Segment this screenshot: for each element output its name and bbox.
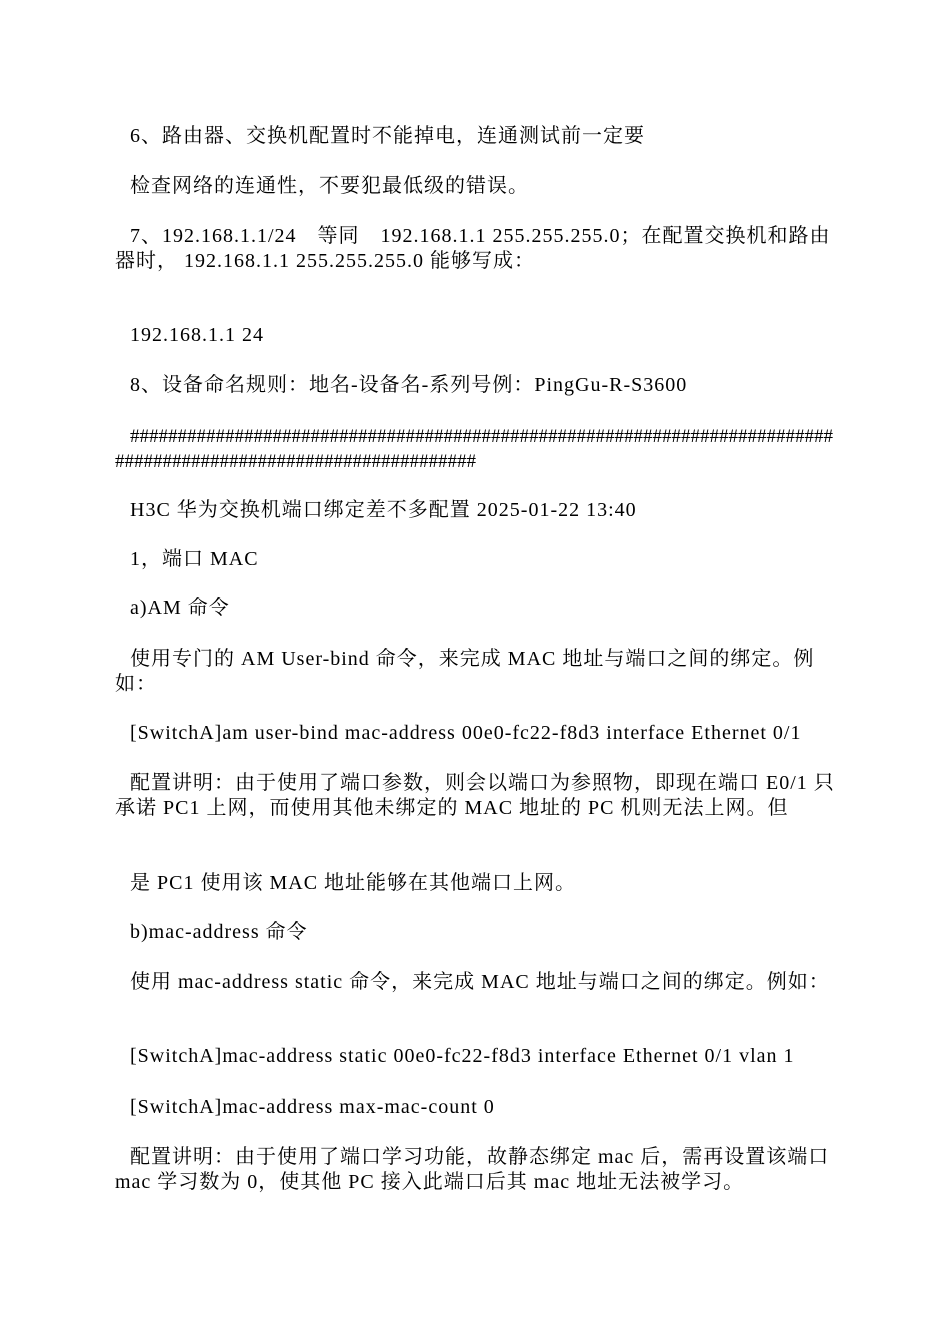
paragraph-mac-static-description: 使用 mac-address static 命令，来完成 MAC 地址与端口之间的绑定。例如： (130, 971, 830, 993)
command-max-mac-count: [SwitchA]mac-address max-mac-count 0 (130, 1096, 495, 1118)
paragraph-am-description: 使用专门的 AM User-bind 命令，来完成 MAC 地址与端口之间的绑定。例如： (115, 648, 815, 695)
paragraph-rule-6-continued: 检查网络的连通性，不要犯最低级的错误。 (130, 175, 529, 197)
subheading-port-mac: 1，端口 MAC (130, 548, 259, 570)
paragraph-rule-7: 7、192.168.1.1/24 等同 192.168.1.1 255.255.255.0；在配置交换机和路由器时， 192.168.1.1 255.255.255.0 能够写成： (115, 225, 831, 272)
hash-separator: ################################################################################################################ (115, 426, 833, 472)
command-mac-address-static: [SwitchA]mac-address static 00e0-fc22-f8d3 interface Ethernet 0/1 vlan 1 (130, 1045, 795, 1067)
paragraph-rule-8: 8、设备命名规则：地名-设备名-系列号例：PingGu-R-S3600 (130, 374, 688, 396)
paragraph-rule-6: 6、路由器、交换机配置时不能掉电，连通测试前一定要 (130, 125, 645, 147)
paragraph-am-explanation-continued: 是 PC1 使用该 MAC 地址能够在其他端口上网。 (130, 872, 577, 894)
subheading-mac-address-command: b)mac-address 命令 (130, 921, 308, 943)
section-heading: H3C 华为交换机端口绑定差不多配置 2025-01-22 13:40 (130, 499, 637, 521)
subheading-am-command: a)AM 命令 (130, 597, 230, 619)
paragraph-ip-example: 192.168.1.1 24 (130, 324, 264, 346)
command-am-user-bind: [SwitchA]am user-bind mac-address 00e0-fc22-f8d3 interface Ethernet 0/1 (130, 722, 802, 744)
paragraph-am-explanation: 配置讲明：由于使用了端口参数，则会以端口为参照物，即现在端口 E0/1 只承诺 PC1 上网，而使用其他未绑定的 MAC 地址的 PC 机则无法上网。但 (115, 772, 835, 819)
paragraph-mac-static-explanation: 配置讲明：由于使用了端口学习功能，故静态绑定 mac 后，需再设置该端口 mac 学习数为 0，使其他 PC 接入此端口后其 mac 地址无法被学习。 (115, 1146, 836, 1193)
